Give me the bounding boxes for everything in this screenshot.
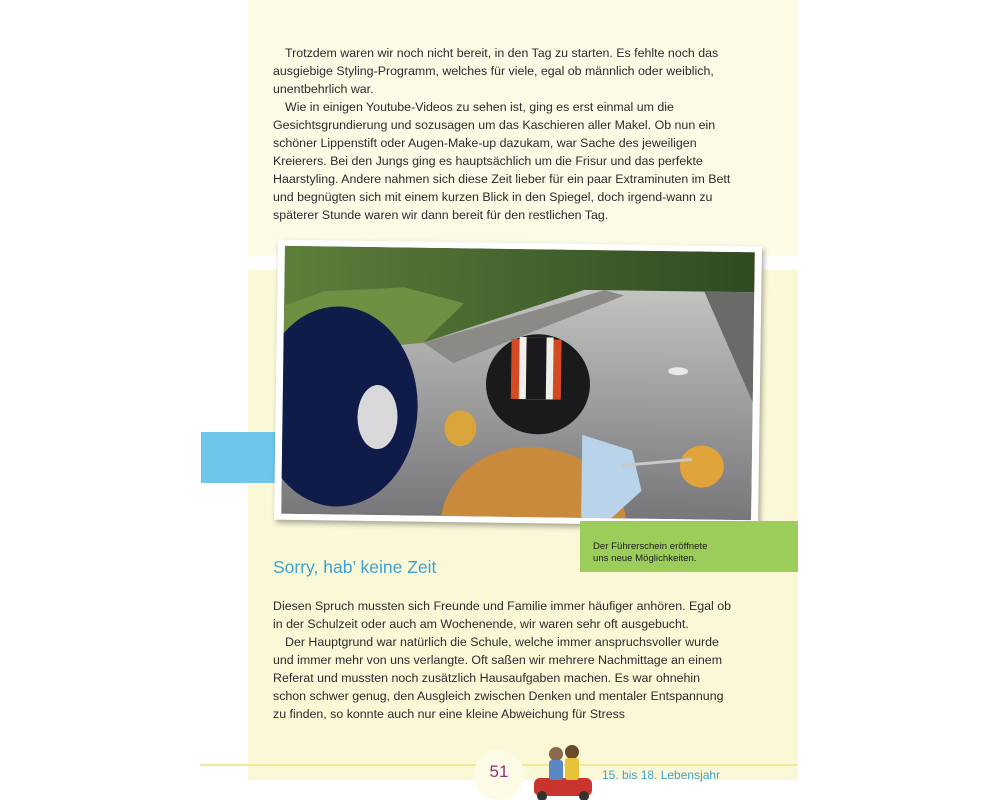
bottom-text-block xyxy=(273,597,733,723)
scooter-photo-image xyxy=(281,246,755,521)
bottom-paragraph-1: Diesen Spruch mussten sich Freunde und Familie immer häufiger anhören. Egal ob in der Schulzeit oder auch am Wochenende, wir waren sehr oft ausgebucht. xyxy=(273,599,731,631)
blue-accent-bar xyxy=(201,432,286,483)
photo-caption xyxy=(593,541,793,564)
scooter-thumbnail-icon xyxy=(528,742,598,800)
top-paragraph-2: Wie in einigen Youtube-Videos zu sehen ist, ging es erst einmal um die Gesichtsgrundierung und sozusagen um das Kaschieren aller Makel. Ob nun ein schöner Lippenstift oder Augen-Make-up dazukam, war Sache des jeweiligen Kreierers. Bei den Jungs ging es hauptsächlich um die Frisur und das perfekte Haarstyling. Andere nahmen sich diese Zeit lieber für ein paar Extraminuten im Bett und begnügten sich mit einem kurzen Blick in den Spiegel, doch irgend-wann zu späterer Stunde waren wir dann bereit für den restlichen Tag. xyxy=(273,100,731,222)
bottom-paragraph-2: Der Hauptgrund war natürlich die Schule, welche immer anspruchsvoller wurde und immer mehr von uns verlangte. Oft saßen wir mehrere Nachmittage an einem Referat und mussten noch zusätzlich Hausaufgaben machen. Es war ohnehin schon schwer genug, den Ausgleich zwischen Denken und mentaler Entspannung zu finden, so konnte auch nur eine kleine Abweichung für Stress xyxy=(273,635,724,721)
top-paragraph-1: Trotzdem waren wir noch nicht bereit, in den Tag zu starten. Es fehlte noch das ausgiebige Styling-Programm, welches für viele, egal ob männlich oder weiblich, unentbehrlich war. xyxy=(273,46,719,96)
caption-line-1: Der Führerschein eröffnete xyxy=(593,541,708,552)
scooter-photo xyxy=(274,240,762,527)
page-number: 51 xyxy=(489,762,509,781)
section-heading: Sorry, hab’ keine Zeit xyxy=(273,557,437,577)
caption-line-2: uns neue Möglichkeiten. xyxy=(593,552,697,564)
chapter-title: 15. bis 18. Lebensjahr xyxy=(602,768,721,782)
top-text-block xyxy=(273,44,733,224)
